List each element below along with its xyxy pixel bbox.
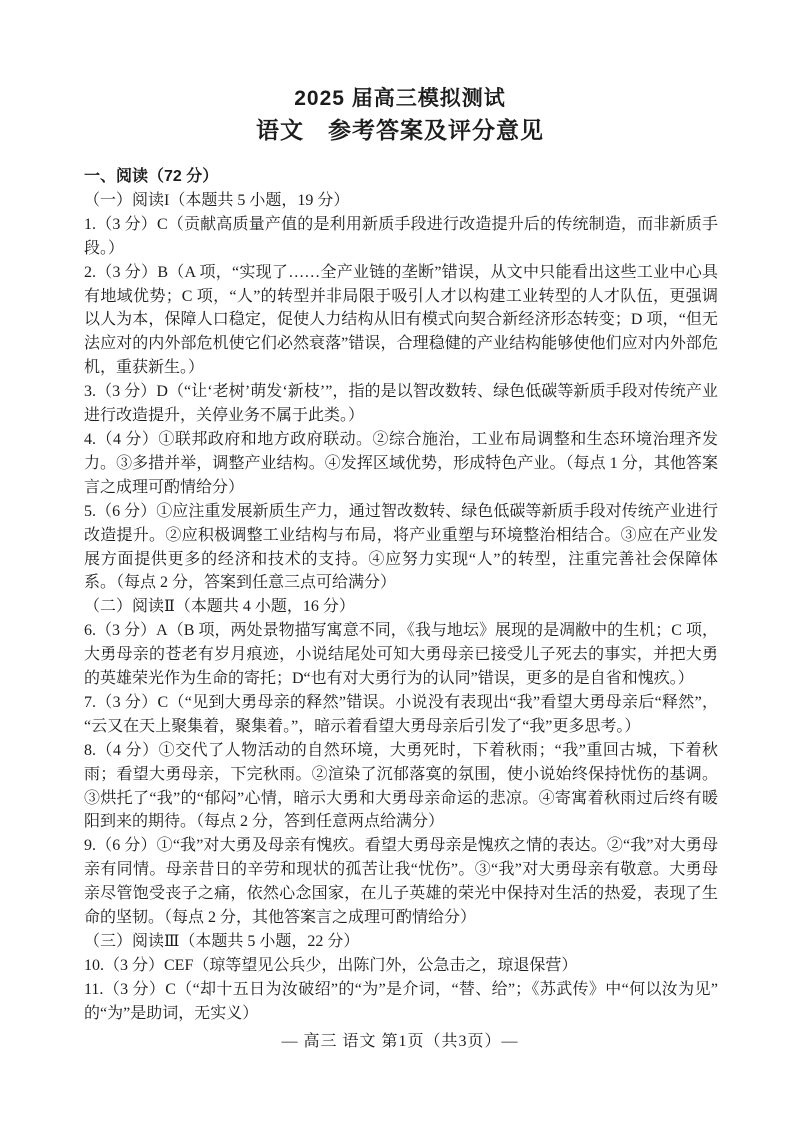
subsection-heading: （二）阅读Ⅱ（本题共 4 小题，16 分） xyxy=(84,598,355,616)
doc-subtitle: 语文 参考答案及评分意见 xyxy=(256,117,544,143)
answer-item: 11.（3 分）C（“却十五日为汝破绍”的“为”是介词，“替、给”；《苏武传》中“何以汝为见”的“为”是助词，无实义） xyxy=(84,980,718,1022)
answer-item: 6.（3 分）A（B 项，两处景物描写寓意不同，《我与地坛》展现的是凋敝中的生机；C 项，大勇母亲的苍老有岁月痕迹，小说结尾处可知大勇母亲已接受儿子死去的事实，并把大勇的英雄荣光作为生命的寄托；D“也有对大勇行为的认同”错误，更多的是自省和愧疚。） xyxy=(84,622,718,688)
answer-item: 9.（6 分）①“我”对大勇及母亲有愧疚。看望大勇母亲是愧疚之情的表达。②“我”对大勇母亲有同情。母亲昔日的辛劳和现状的孤苦让我“忧伤”。③“我”对大勇母亲有敬意。大勇母亲尽管饱受丧子之痛，依然心念国家，在儿子英雄的荣光中保持对生活的热爱，表现了生命的坚韧。（每点 2 分，其他答案言之成理可酌情给分） xyxy=(84,837,718,927)
subsection-heading: （一）阅读I（本题共 5 小题，19 分） xyxy=(84,191,350,209)
answer-content xyxy=(84,165,718,1026)
answer-item: 1.（3 分）C（贡献高质量产值的是利用新质手段进行改造提升后的传统制造，而非新质手段。） xyxy=(84,215,718,257)
answer-item: 2.（3 分）B（A 项，“实现了……全产业链的垄断”错误，从文中只能看出这些工业中心具有地域优势；C 项，“人”的转型并非局限于吸引人才以构建工业转型的人才队伍，更强调以人为本，保障人口稳定，促使人力结构从旧有模式向契合新经济形态转变；D 项，“但无法应对的内外部危机使它们必然衰落”错误，合理稳健的产业结构能够使他们应对内外部危机，重获新生。） xyxy=(84,263,718,377)
answer-item: 3.（3 分）D（“让‘老树’萌发‘新枝’”，指的是以智改数转、绿色低碳等新质手段对传统产业进行改造提升，关停业务不属于此类。） xyxy=(84,383,718,425)
answer-item: 5.（6 分）①应注重发展新质生产力，通过智改数转、绿色低碳等新质手段对传统产业进行改造提升。②应积极调整工业结构与布局，将产业重塑与环境整治相结合。③应在产业发展方面提供更多的经济和技术的支持。④应努力实现“人”的转型，注重完善社会保障体系。（每点 2 分，答案到任意三点可给满分） xyxy=(84,502,718,592)
answer-item: 4.（4 分）①联邦政府和地方政府联动。②综合施治，工业布局调整和生态环境治理齐发力。③多措并举，调整产业结构。④发挥区域优势，形成特色产业。（每点 1 分，其他答案言之成理可酌情给分） xyxy=(84,430,718,496)
answer-item: 10.（3 分）CEF（琼等望见公兵少，出陈门外，公急击之，琼退保营） xyxy=(84,956,578,974)
page-footer: — 高三 语文 第1页（共3页）— xyxy=(281,1033,519,1050)
answer-item: 8.（4 分）①交代了人物活动的自然环境，大勇死时，下着秋雨；“我”重回古城，下着秋雨；看望大勇母亲，下完秋雨。②渲染了沉郁落寞的氛围，使小说始终保持忧伤的基调。③烘托了“我”的“郁闷”心情，暗示大勇和大勇母亲命运的悲凉。④寄寓着秋雨过后终有暖阳到来的期待。（每点 2 分，答到任意两点给满分） xyxy=(84,741,718,831)
section-heading: 一、阅读（72 分） xyxy=(84,168,219,185)
answer-item: 7.（3 分）C（“见到大勇母亲的释然”错误。小说没有表现出“我”看望大勇母亲后“释然”，“云又在天上聚集着，聚集着。”，暗示着看望大勇母亲后引发了“我”更多思考。） xyxy=(84,693,718,735)
subsection-heading: （三）阅读Ⅲ（本题共 5 小题，22 分） xyxy=(84,933,360,950)
doc-title: 2025 届高三模拟测试 xyxy=(294,87,506,110)
